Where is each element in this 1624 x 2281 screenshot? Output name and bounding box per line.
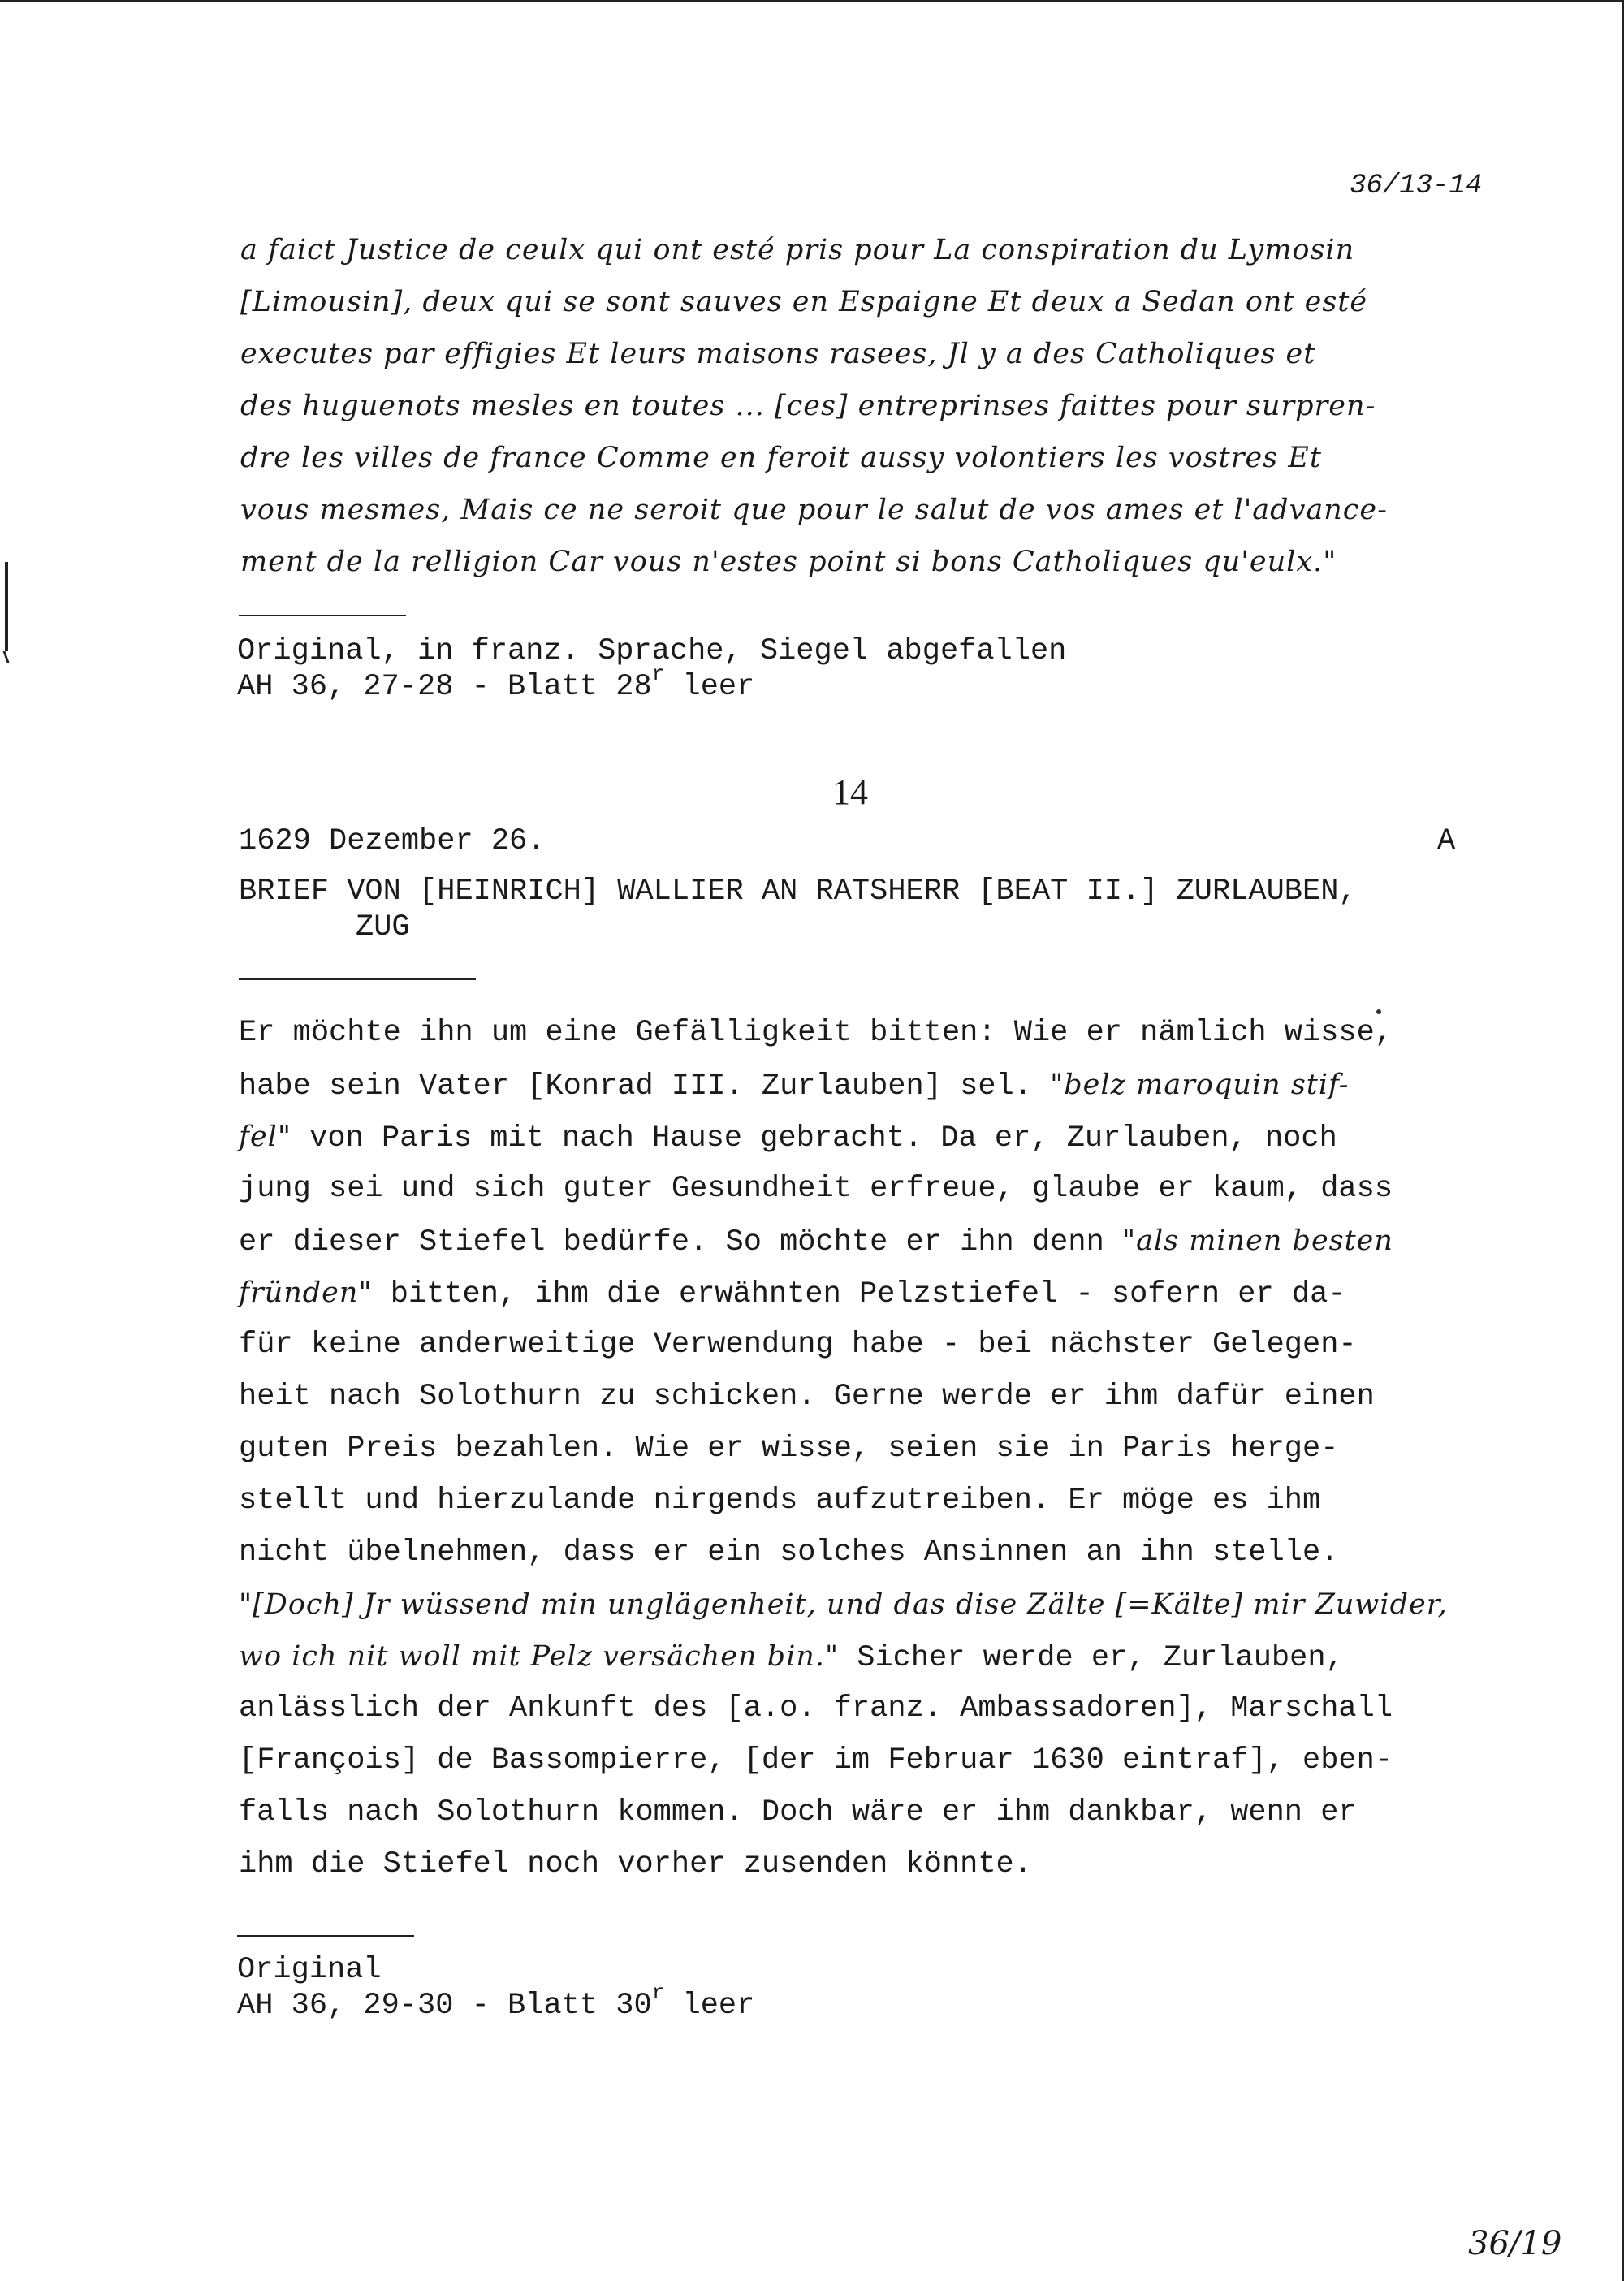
body-line: für keine anderweitige Verwendung habe - bei nächster Gelegen- [239, 1328, 1357, 1362]
heading-cont: ZUG [356, 910, 410, 944]
body-line: [François] de Bassompierre, [der im Februar 1630 eintraf], eben- [239, 1743, 1393, 1778]
body-line: anlässlich der Ankunft des [a.o. franz. Ambassadoren], Marschall [239, 1691, 1393, 1726]
body-line: jung sei und sich guter Gesundheit erfreue, glaube er kaum, dass [239, 1172, 1393, 1206]
body-line: er dieser Stiefel bedürfe. So möchte er ihn denn "als minen besten [239, 1225, 1393, 1259]
body-line: guten Preis bezahlen. Wie er wisse, seien sie in Paris herge- [239, 1432, 1339, 1466]
quote-line: [Limousin], deux qui se sont sauves en Espaigne Et deux a Sedan ont esté [240, 286, 1368, 318]
body-quote-line: "[Doch] Jr wüssend min unglägenheit, und das dise Zälte [=Kälte] mir Zuwider, [239, 1588, 1448, 1621]
heading: BRIEF VON [HEINRICH] WALLIER AN RATSHERR [BEAT II.] ZURLAUBEN, [239, 875, 1357, 909]
body-line: ihm die Stiefel noch vorher zusenden könnte. [239, 1847, 1032, 1881]
body-line: habe sein Vater [Konrad III. Zurlauben] sel. "belz maroquin stif- [239, 1069, 1350, 1104]
body-line: wo ich nit woll mit Pelz versächen bin." Sicher werde er, Zurlauben, [239, 1640, 1344, 1675]
quote-line: a faict Justice de ceulx qui ont esté pris pour La conspiration du Lymosin [240, 234, 1355, 266]
source-note-line: AH 36, 29-30 - Blatt 30$^r$ leer [237, 1981, 755, 2023]
document-number: 14 [832, 772, 868, 812]
body-line: stellt und hierzulande nirgends aufzutreiben. Er möge es ihm [239, 1484, 1321, 1518]
margin-mark-tail [2, 651, 9, 663]
margin-mark [5, 562, 8, 651]
quote-line: executes par effigies Et leurs maisons rasees, Jl y a des Catholiques et [240, 338, 1316, 370]
page-number: 36/13-14 [1350, 171, 1483, 201]
body-line: fel" von Paris mit nach Hause gebracht. Da er, Zurlauben, noch [239, 1121, 1337, 1156]
body-line: fründen" bitten, ihm die erwähnten Pelzstiefel - sofern er da- [239, 1277, 1346, 1311]
footnote-rule [237, 1935, 414, 1937]
quote-line: vous mesmes, Mais ce ne seroit que pour le salut de vos ames et l'advance- [240, 494, 1388, 526]
date-line: 1629 Dezember 26. [239, 824, 546, 858]
source-note-line: AH 36, 27-28 - Blatt 28$^r$ leer [237, 662, 755, 704]
quote-line: dre les villes de france Comme en feroit aussy volontiers les vostres Et [240, 442, 1322, 474]
handwritten-page-number: 36/19 [1468, 2225, 1562, 2262]
source-note-line: Original [237, 1953, 382, 1987]
body-line: falls nach Solothurn kommen. Doch wäre er ihm dankbar, wenn er [239, 1795, 1357, 1830]
quote-line: ment de la relligion Car vous n'estes point si bons Catholiques qu'eulx." [240, 546, 1337, 578]
body-line: Er möchte ihn um eine Gefälligkeit bitten: Wie er nämlich wisse, [239, 1016, 1393, 1050]
date-marker: A [1437, 824, 1456, 858]
source-note-line: Original, in franz. Sprache, Siegel abgefallen [237, 634, 1067, 668]
body-line: nicht übelnehmen, dass er ein solches Ansinnen an ihn stelle. [239, 1536, 1339, 1570]
footnote-rule [239, 615, 406, 616]
stray-mark [1376, 1009, 1381, 1014]
heading-rule [239, 978, 476, 980]
body-line-rest: von Paris mit nach Hause gebracht. Da er, Zurlauben, noch [291, 1121, 1337, 1156]
body-line: heit nach Solothurn zu schicken. Gerne werde er ihm dafür einen [239, 1380, 1375, 1414]
quote-line: des huguenots mesles en toutes ... [ces] entreprinses faittes pour surpren- [240, 390, 1376, 422]
